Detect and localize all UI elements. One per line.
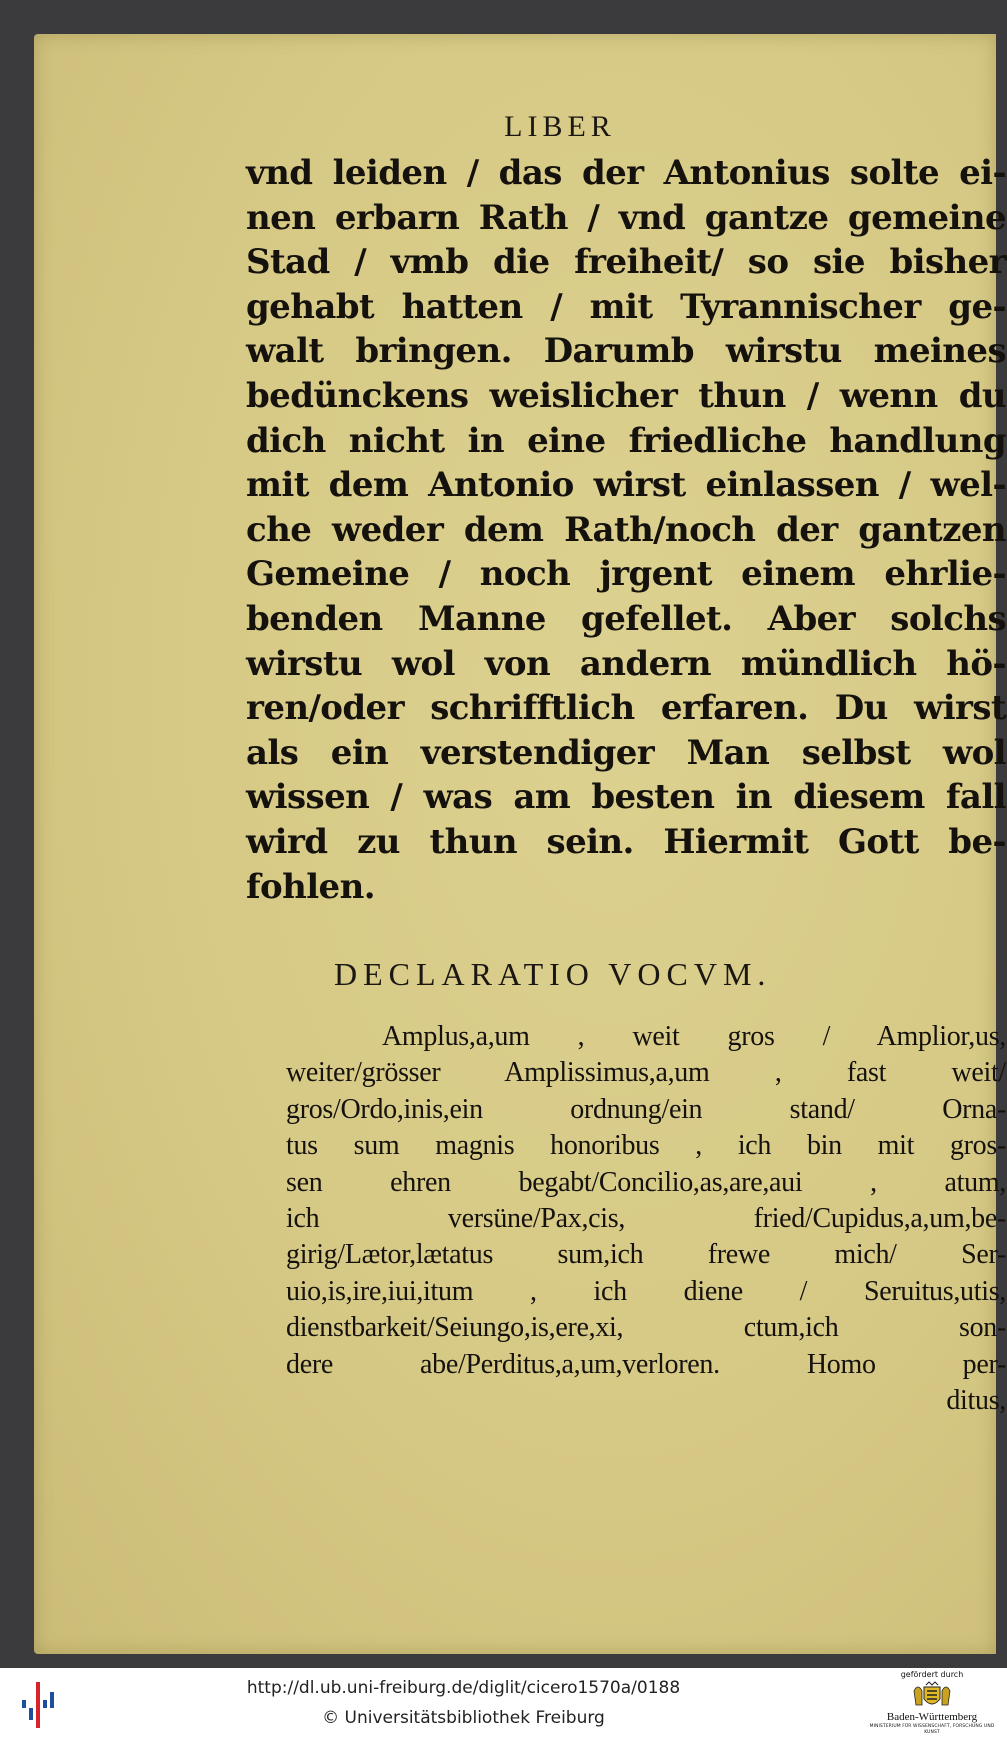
sponsor-name: Baden-Württemberg [886,1711,978,1723]
body-line: dich nicht in eine friedliche handlung [246,420,1006,461]
glossary-line: weiter/grösser Amplissimus,a,um , fast weit/ [286,1057,1006,1089]
body-line: nen erbarn Rath / vnd gantze gemeine [246,197,1006,238]
running-head: LIBER [504,110,616,143]
sponsor-ministry: MINISTERIUM FÜR WISSENSCHAFT, FORSCHUNG UND KUNST [869,1724,995,1735]
body-line: vnd leiden / das der Antonius solte ei- [246,153,1006,193]
body-line: gehabt hatten / mit Tyrannischer ge- [246,286,1006,327]
sponsor-block [867,1670,997,1738]
glossary-line: tus sum magnis honoribus , ich bin mit gros- [286,1130,1006,1162]
body-line: che weder dem Rath/noch der gantzen [246,509,1006,550]
body-line: walt bringen. Darumb wirstu meines [246,331,1006,372]
viewer-footer [0,1668,1007,1740]
body-line: wird zu thun sein. Hiermit Gott be- [246,821,1006,862]
glossary-line: uio,is,ire,iui,itum , ich diene / Seruitus,utis, [286,1275,1006,1307]
state-crest-icon [910,1681,954,1711]
body-line: bedünckens weislicher thun / wenn du [246,375,1006,416]
glossary-line: gros/Ordo,inis,ein ordnung/ein stand/ Orna- [286,1093,1006,1125]
glossary-line: ich versüne/Pax,cis, fried/Cupidus,a,um,be- [286,1202,1006,1234]
glossary-line: dere abe/Perditus,a,um,verloren. Homo per- [286,1348,1006,1380]
section-heading: DECLARATIO VOCVM. [334,956,772,992]
body-line: wissen / was am besten in diesem fall [246,777,1006,818]
glossary [286,1019,1006,1419]
body-line: Stad / vmb die freiheit/ so sie bisher [246,242,1006,283]
body-line: mit dem Antonio wirst einlassen / wel- [246,465,1006,506]
sponsor-prefix: gefördert durch [900,1670,964,1679]
body-line: fohlen. [246,866,375,907]
catchword: ditus, [946,1384,1006,1416]
glossary-line: dienstbarkeit/Seiungo,is,ere,xi, ctum,ich son- [286,1312,1006,1344]
book-page [34,34,1006,1654]
copyright-notice: © Universitätsbibliothek Freiburg [322,1708,605,1728]
letter-body [246,151,1006,909]
body-line: benden Manne gefellet. Aber solchs [246,598,1006,639]
glossary-line: sen ehren begabt/Concilio,as,are,aui , atum, [286,1166,1006,1198]
permalink-url[interactable]: http://dl.ub.uni-freiburg.de/diglit/cicero1570a/0188 [246,1678,681,1698]
body-line: ren/oder schrifftlich erfaren. Du wirst [246,688,1006,729]
glossary-line: Amplus,a,um , weit gros / Amplior,us, [382,1021,1006,1052]
body-line: als ein verstendiger Man selbst wol [246,732,1006,773]
body-line: wirstu wol von andern mündlich hö- [246,643,1006,684]
glossary-line: girig/Lætor,lætatus sum,ich frewe mich/ Ser- [286,1239,1006,1271]
body-line: Gemeine / noch jrgent einem ehrlie- [246,554,1006,595]
